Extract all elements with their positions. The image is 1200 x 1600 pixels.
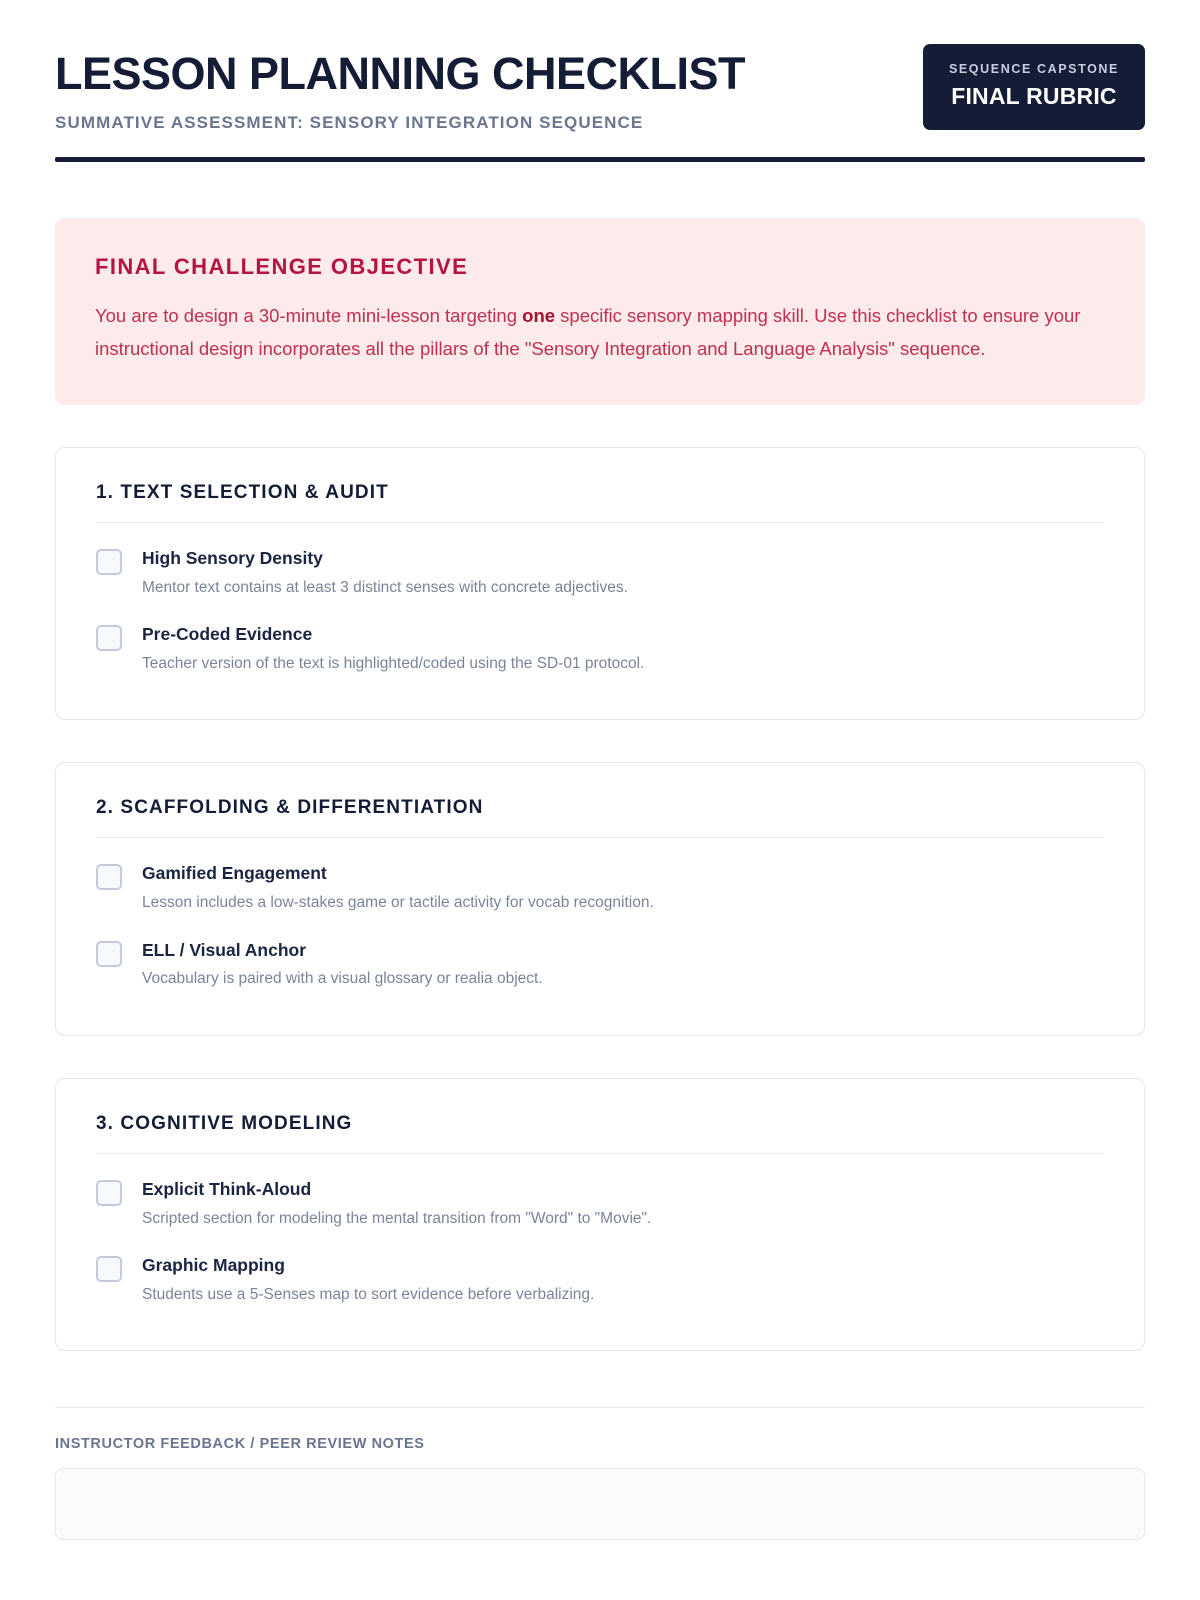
page-title: LESSON PLANNING CHECKLIST xyxy=(55,48,746,99)
checkbox[interactable] xyxy=(96,1256,122,1282)
checklist-item-text xyxy=(142,1178,651,1230)
checkbox[interactable] xyxy=(96,864,122,890)
checklist-item-label: ELL / Visual Anchor xyxy=(142,939,307,960)
badge-kicker: SEQUENCE CAPSTONE xyxy=(948,62,1119,76)
section-title: 3. COGNITIVE MODELING xyxy=(96,1112,353,1134)
checklist-item[interactable] xyxy=(96,533,1104,609)
badge-label: FINAL RUBRIC xyxy=(951,83,1117,109)
objective-title: FINAL CHALLENGE OBJECTIVE xyxy=(95,254,469,280)
header-divider xyxy=(55,157,1145,162)
notes-field[interactable] xyxy=(55,1468,1145,1540)
checkbox[interactable] xyxy=(96,941,122,967)
notes-label: INSTRUCTOR FEEDBACK / PEER REVIEW NOTES xyxy=(55,1436,425,1453)
checklist-item-description: Lesson includes a low-stakes game or tactile activity for vocab recognition. xyxy=(142,894,654,912)
objective-text-before: You are to design a 30-minute mini-lesson targeting xyxy=(95,305,523,327)
checkbox[interactable] xyxy=(96,1180,122,1206)
footer-divider xyxy=(55,1407,1145,1408)
section-title: 2. SCAFFOLDING & DIFFERENTIATION xyxy=(96,797,484,819)
checklist-section xyxy=(55,447,1145,720)
checklist-item[interactable] xyxy=(96,609,1104,685)
checklist-section xyxy=(55,1078,1145,1351)
checklist-item-description: Scripted section for modeling the mental transition from "Word" to "Movie". xyxy=(142,1209,652,1227)
checklist-item-text xyxy=(142,623,644,675)
objective-callout xyxy=(55,218,1145,405)
checklist-item-text xyxy=(142,547,628,599)
checklist-item-text xyxy=(142,1254,594,1306)
objective-body xyxy=(95,300,1095,365)
checklist-item-text xyxy=(142,939,543,991)
checklist-item-label: Graphic Mapping xyxy=(142,1255,285,1276)
checklist-item-description: Vocabulary is paired with a visual glossary or realia object. xyxy=(142,970,543,988)
objective-emphasis: one xyxy=(522,305,556,327)
objective-text-after: specific sensory mapping skill. Use this checklist to ensure your instructional design incorporates all the pillars of the "Sensory Integration and Language Analysis" sequence. xyxy=(95,305,1081,359)
document-header xyxy=(55,44,1145,133)
checkbox[interactable] xyxy=(96,549,122,575)
header-text-block xyxy=(55,44,745,133)
checklist-item-description: Mentor text contains at least 3 distinct senses with concrete adjectives. xyxy=(142,578,628,596)
section-title: 1. TEXT SELECTION & AUDIT xyxy=(96,482,389,503)
section-divider xyxy=(96,522,1104,523)
checklist-item[interactable] xyxy=(96,1164,1104,1240)
checklist-item[interactable] xyxy=(96,1240,1104,1316)
status-badge xyxy=(923,44,1145,130)
checklist-item-description: Students use a 5-Senses map to sort evidence before verbalizing. xyxy=(142,1285,595,1303)
checklist-section xyxy=(55,762,1145,1035)
section-divider xyxy=(96,1153,1104,1154)
checklist-item-text xyxy=(142,862,654,914)
checklist-item-label: High Sensory Density xyxy=(142,548,323,568)
checklist-item-label: Pre-Coded Evidence xyxy=(142,624,313,645)
page-subtitle: SUMMATIVE ASSESSMENT: SENSORY INTEGRATION SEQUENCE xyxy=(55,113,644,133)
checklist-item-description: Teacher version of the text is highlighted/coded using the SD-01 protocol. xyxy=(142,654,645,672)
checklist-item[interactable] xyxy=(96,848,1104,924)
section-divider xyxy=(96,837,1104,838)
checkbox[interactable] xyxy=(96,625,122,651)
checklist-item-label: Gamified Engagement xyxy=(142,863,327,884)
checklist-item[interactable] xyxy=(96,925,1104,1001)
checklist-item-label: Explicit Think-Aloud xyxy=(142,1178,312,1199)
